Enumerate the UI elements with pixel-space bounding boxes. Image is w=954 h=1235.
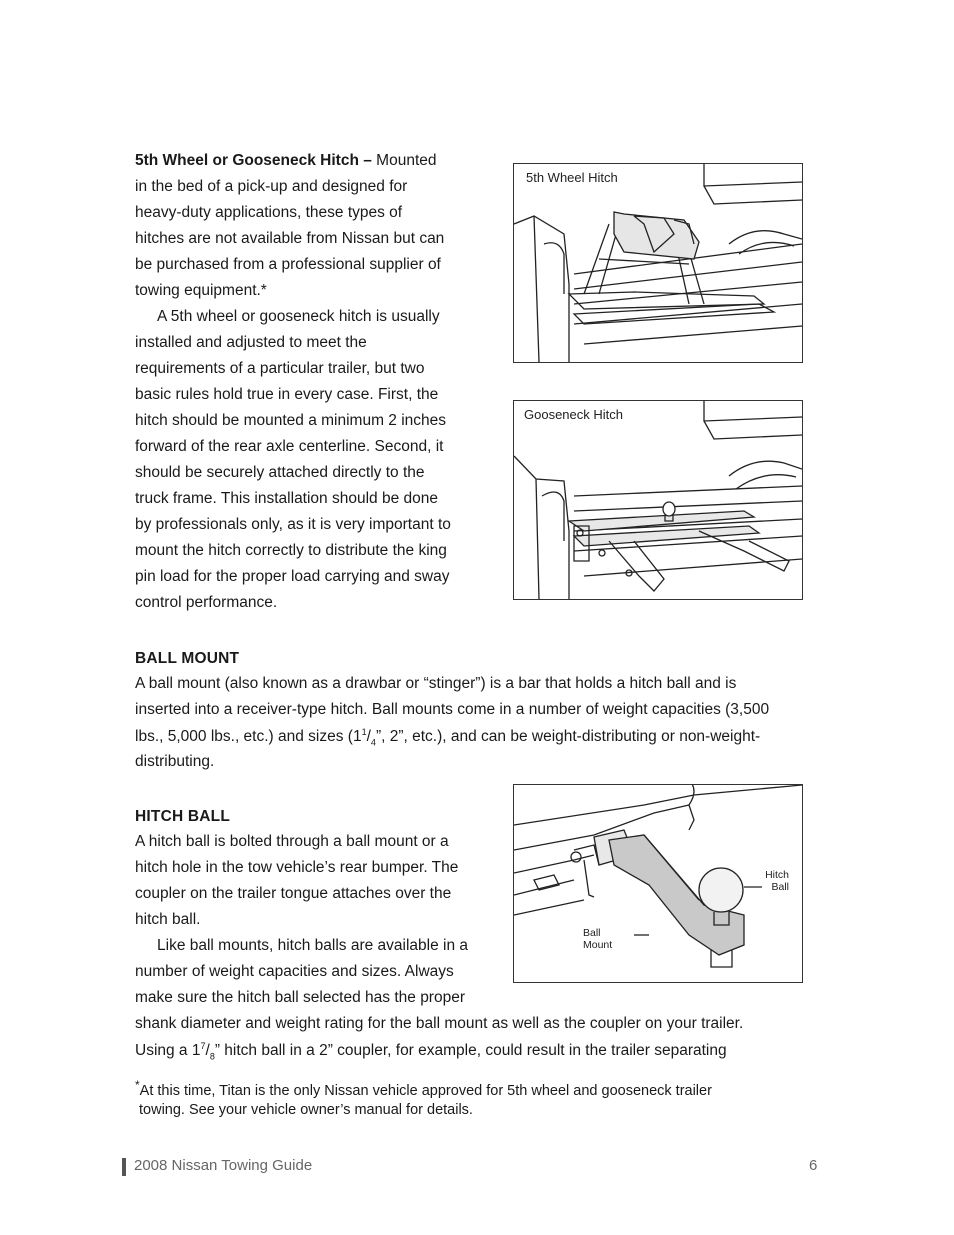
- paragraph-line: in the bed of a pick-up and designed for: [135, 178, 408, 195]
- fifth-wheel-illustration: [514, 164, 802, 362]
- paragraph-line: number of weight capacities and sizes. Always: [135, 963, 454, 980]
- paragraph-line: [135, 1041, 727, 1061]
- page-number: 6: [809, 1157, 818, 1174]
- text-run: ” hitch ball in a 2” coupler, for example, could result in the trailer separating: [214, 1042, 727, 1060]
- paragraph-line: heavy-duty applications, these types of: [135, 204, 403, 221]
- paragraph-line: installed and adjusted to meet the: [135, 334, 367, 351]
- paragraph-line: [135, 727, 760, 747]
- paragraph-line: Like ball mounts, hitch balls are available in a: [157, 937, 469, 954]
- paragraph-line: distributing.: [135, 753, 215, 770]
- figure-label: 5th Wheel Hitch: [526, 170, 618, 185]
- paragraph-line: [135, 152, 437, 170]
- paragraph-line: hitch ball.: [135, 911, 201, 928]
- fraction-numerator: 7: [200, 1041, 206, 1051]
- paragraph-line: should be securely attached directly to the: [135, 464, 425, 481]
- text-run: lbs., 5,000 lbs., etc.) and sizes (1: [135, 728, 362, 746]
- hitch-ball-illustration: [514, 785, 802, 982]
- paragraph-line-text: Mounted: [376, 152, 437, 169]
- text-run: ”, 2”, etc.), and can be weight-distributing or non-weight-: [375, 728, 761, 746]
- paragraph-line: hitch hole in the tow vehicle’s rear bumper. The: [135, 859, 459, 876]
- section-heading: HITCH BALL: [135, 808, 230, 825]
- paragraph-line: mount the hitch correctly to distribute the king: [135, 542, 447, 559]
- text-run: Using a 1: [135, 1042, 201, 1060]
- paragraph-line: A 5th wheel or gooseneck hitch is usually: [157, 308, 440, 325]
- paragraph-line: shank diameter and weight rating for the ball mount as well as the coupler on your trailer.: [135, 1015, 744, 1032]
- paragraph-line: hitch should be mounted a minimum 2 inches: [135, 412, 447, 429]
- fraction-denominator: 8: [209, 1051, 215, 1062]
- paragraph-line: forward of the rear axle centerline. Second, it: [135, 438, 444, 455]
- footnote: [135, 1076, 712, 1120]
- paragraph-line: control performance.: [135, 594, 278, 611]
- paragraph-line: by professionals only, as it is very important to: [135, 516, 451, 533]
- paragraph-line: basic rules hold true in every case. First, the: [135, 386, 439, 403]
- footnote-line: [135, 1076, 712, 1101]
- paragraph-line: hitches are not available from Nissan but can: [135, 230, 445, 247]
- paragraph-line: make sure the hitch ball selected has the proper: [135, 989, 465, 1006]
- paragraph-line: A ball mount (also known as a drawbar or “stinger”) is a bar that holds a hitch ball and is: [135, 675, 737, 692]
- fraction-denominator: 4: [370, 737, 376, 748]
- footer-title: 2008 Nissan Towing Guide: [134, 1157, 313, 1174]
- label-line: Ball: [771, 881, 789, 893]
- paragraph-line: pin load for the proper load carrying and sway: [135, 568, 450, 585]
- label-line: Ball: [583, 927, 601, 939]
- footnote-text: At this time, Titan is the only Nissan vehicle approved for 5th wheel and gooseneck trailer: [139, 1082, 712, 1099]
- fraction-slash: /: [205, 1042, 210, 1060]
- label-line: Hitch: [765, 869, 789, 881]
- hitch-ball-label: [763, 869, 789, 893]
- paragraph-line: requirements of a particular trailer, but two: [135, 360, 425, 377]
- footer-divider: [122, 1158, 126, 1176]
- figure-hitch-ball: [513, 784, 803, 983]
- fraction-slash: /: [366, 728, 371, 746]
- footnote-line: towing. See your vehicle owner’s manual for details.: [139, 1101, 473, 1118]
- figure-gooseneck-hitch: [513, 400, 803, 600]
- figure-label: Gooseneck Hitch: [524, 407, 623, 422]
- section-lead: 5th Wheel or Gooseneck Hitch –: [135, 152, 372, 169]
- paragraph-line: inserted into a receiver-type hitch. Ball mounts come in a number of weight capacities (3,500: [135, 701, 770, 718]
- figure-5th-wheel-hitch: [513, 163, 803, 363]
- gooseneck-illustration: [514, 401, 802, 599]
- paragraph-line: be purchased from a professional supplier of: [135, 256, 441, 273]
- label-line: Mount: [583, 939, 613, 951]
- footnote-marker: *: [135, 1078, 140, 1092]
- paragraph-line: A hitch ball is bolted through a ball mount or a: [135, 833, 449, 850]
- fraction-numerator: 1: [361, 727, 367, 737]
- paragraph-line: truck frame. This installation should be done: [135, 490, 438, 507]
- ball-mount-label: [583, 927, 612, 951]
- section-heading: BALL MOUNT: [135, 650, 240, 667]
- paragraph-line: towing equipment.*: [135, 282, 267, 299]
- paragraph-line: coupler on the trailer tongue attaches over the: [135, 885, 452, 902]
